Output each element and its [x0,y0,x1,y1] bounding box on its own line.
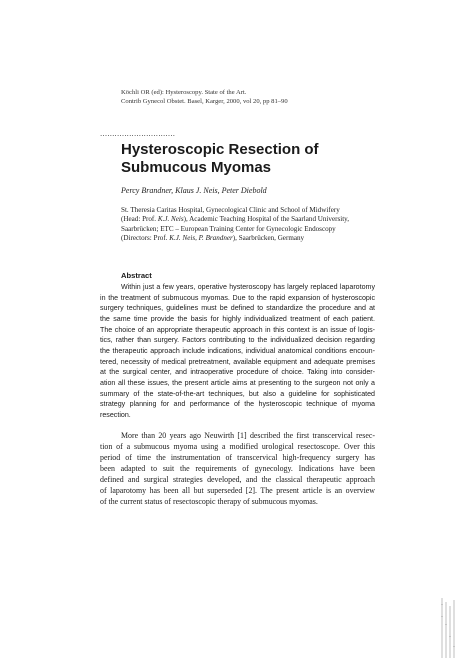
abstract-line: tics, rather than surgery. Factors contributing to the individualized decision regarding [100,336,375,345]
citation-line: Köchli OR (ed): Hysteroscopy. State of the Art. [121,89,247,96]
affiliation-text: (Directors: Prof. [121,234,170,243]
affiliation-line: St. Theresia Caritas Hospital, Gynecological Clinic and School of Midwifery [121,206,340,214]
abstract-line: tered, necessity of medical pretreatment, available equipment and adequate premises [100,357,375,366]
abstract-line: Within just a few years, operative hysteroscopy has largely replaced laparotomy [121,283,375,291]
body-line: period of time the instrumentation of transcervical high-frequency surgery has [100,452,375,462]
abstract-line: surgery techniques, guidelines must be defined to standardize the procedure and at [100,304,375,313]
affiliation-head-name: K.J. Neis [157,215,184,224]
affiliation-text: ), Academic Teaching Hospital of the Saarland University, [183,215,350,224]
title-line: Submucous Myomas [121,158,272,176]
body-line: tion of a submucous myoma using a modified urological resectoscope. Over this [100,441,375,451]
abstract-heading: Abstract [121,271,152,280]
affiliation [121,206,411,244]
abstract-line: resection. [100,410,131,419]
abstract-line: at the surgical center, and intraoperative procedure of choice. Taking into consider- [100,368,375,377]
abstract-line: the therapeutic approach include indications, individual anatomical conditions encoun- [100,346,375,355]
body-line: of the current status of resectoscopic therapy of submucous myomas. [100,496,318,506]
body-line: More than 20 years ago Neuwirth [1] described the first transcervical resec- [121,431,375,440]
body-line: defined and surgical strategies developed, and the classical therapeutic approach [100,474,375,484]
citation-line: Contrib Gynecol Obstet. Basel, Karger, 2000, vol 20, pp 81–90 [121,98,288,106]
abstract-line: The choice of an appropriate therapeutic approach in this context is an issue of logis- [100,325,375,334]
affiliation-line [121,234,411,243]
title-line: Hysteroscopic Resection of [121,141,319,158]
abstract-line: summary of the state-of-the-art techniques, but also a guideline for sophisticated [100,389,375,398]
body-text [100,431,375,508]
article-title [121,141,421,176]
watermark-graphic [436,596,462,660]
abstract-body [100,282,375,421]
citation [121,88,421,106]
affiliation-line [121,215,411,224]
abstract-line: the same time provide the basis for highly individualized treatment of each patient. [100,314,375,323]
title-divider: ............................... [100,130,176,138]
affiliation-director-names: K.J. Neis, P. Brandner [169,234,233,243]
body-line: of laparotomy has been all but superseded [2]. The present article is an overview [100,485,375,495]
abstract-line: ation all these issues, the present article aims at presenting to the surgeon not only a [100,378,375,387]
abstract-line: strategy planning for and performance of the hysteroscopic technique of myoma [100,400,375,409]
affiliation-line: Saarbrücken; ETC – European Training Center for Gynecologic Endoscopy [121,224,336,233]
affiliation-text: ), Saarbrücken, Germany [232,234,305,243]
download-watermark [436,596,462,660]
author-list: Percy Brandner, Klaus J. Neis, Peter Diebold [121,186,267,195]
affiliation-text: (Head: Prof. [121,215,158,224]
abstract-line: in the treatment of submucous myomas. Due to the rapid expansion of hysteroscopic [100,293,375,302]
body-line: been adapted to suit the requirements of gynecology. Indications have been [100,463,375,473]
